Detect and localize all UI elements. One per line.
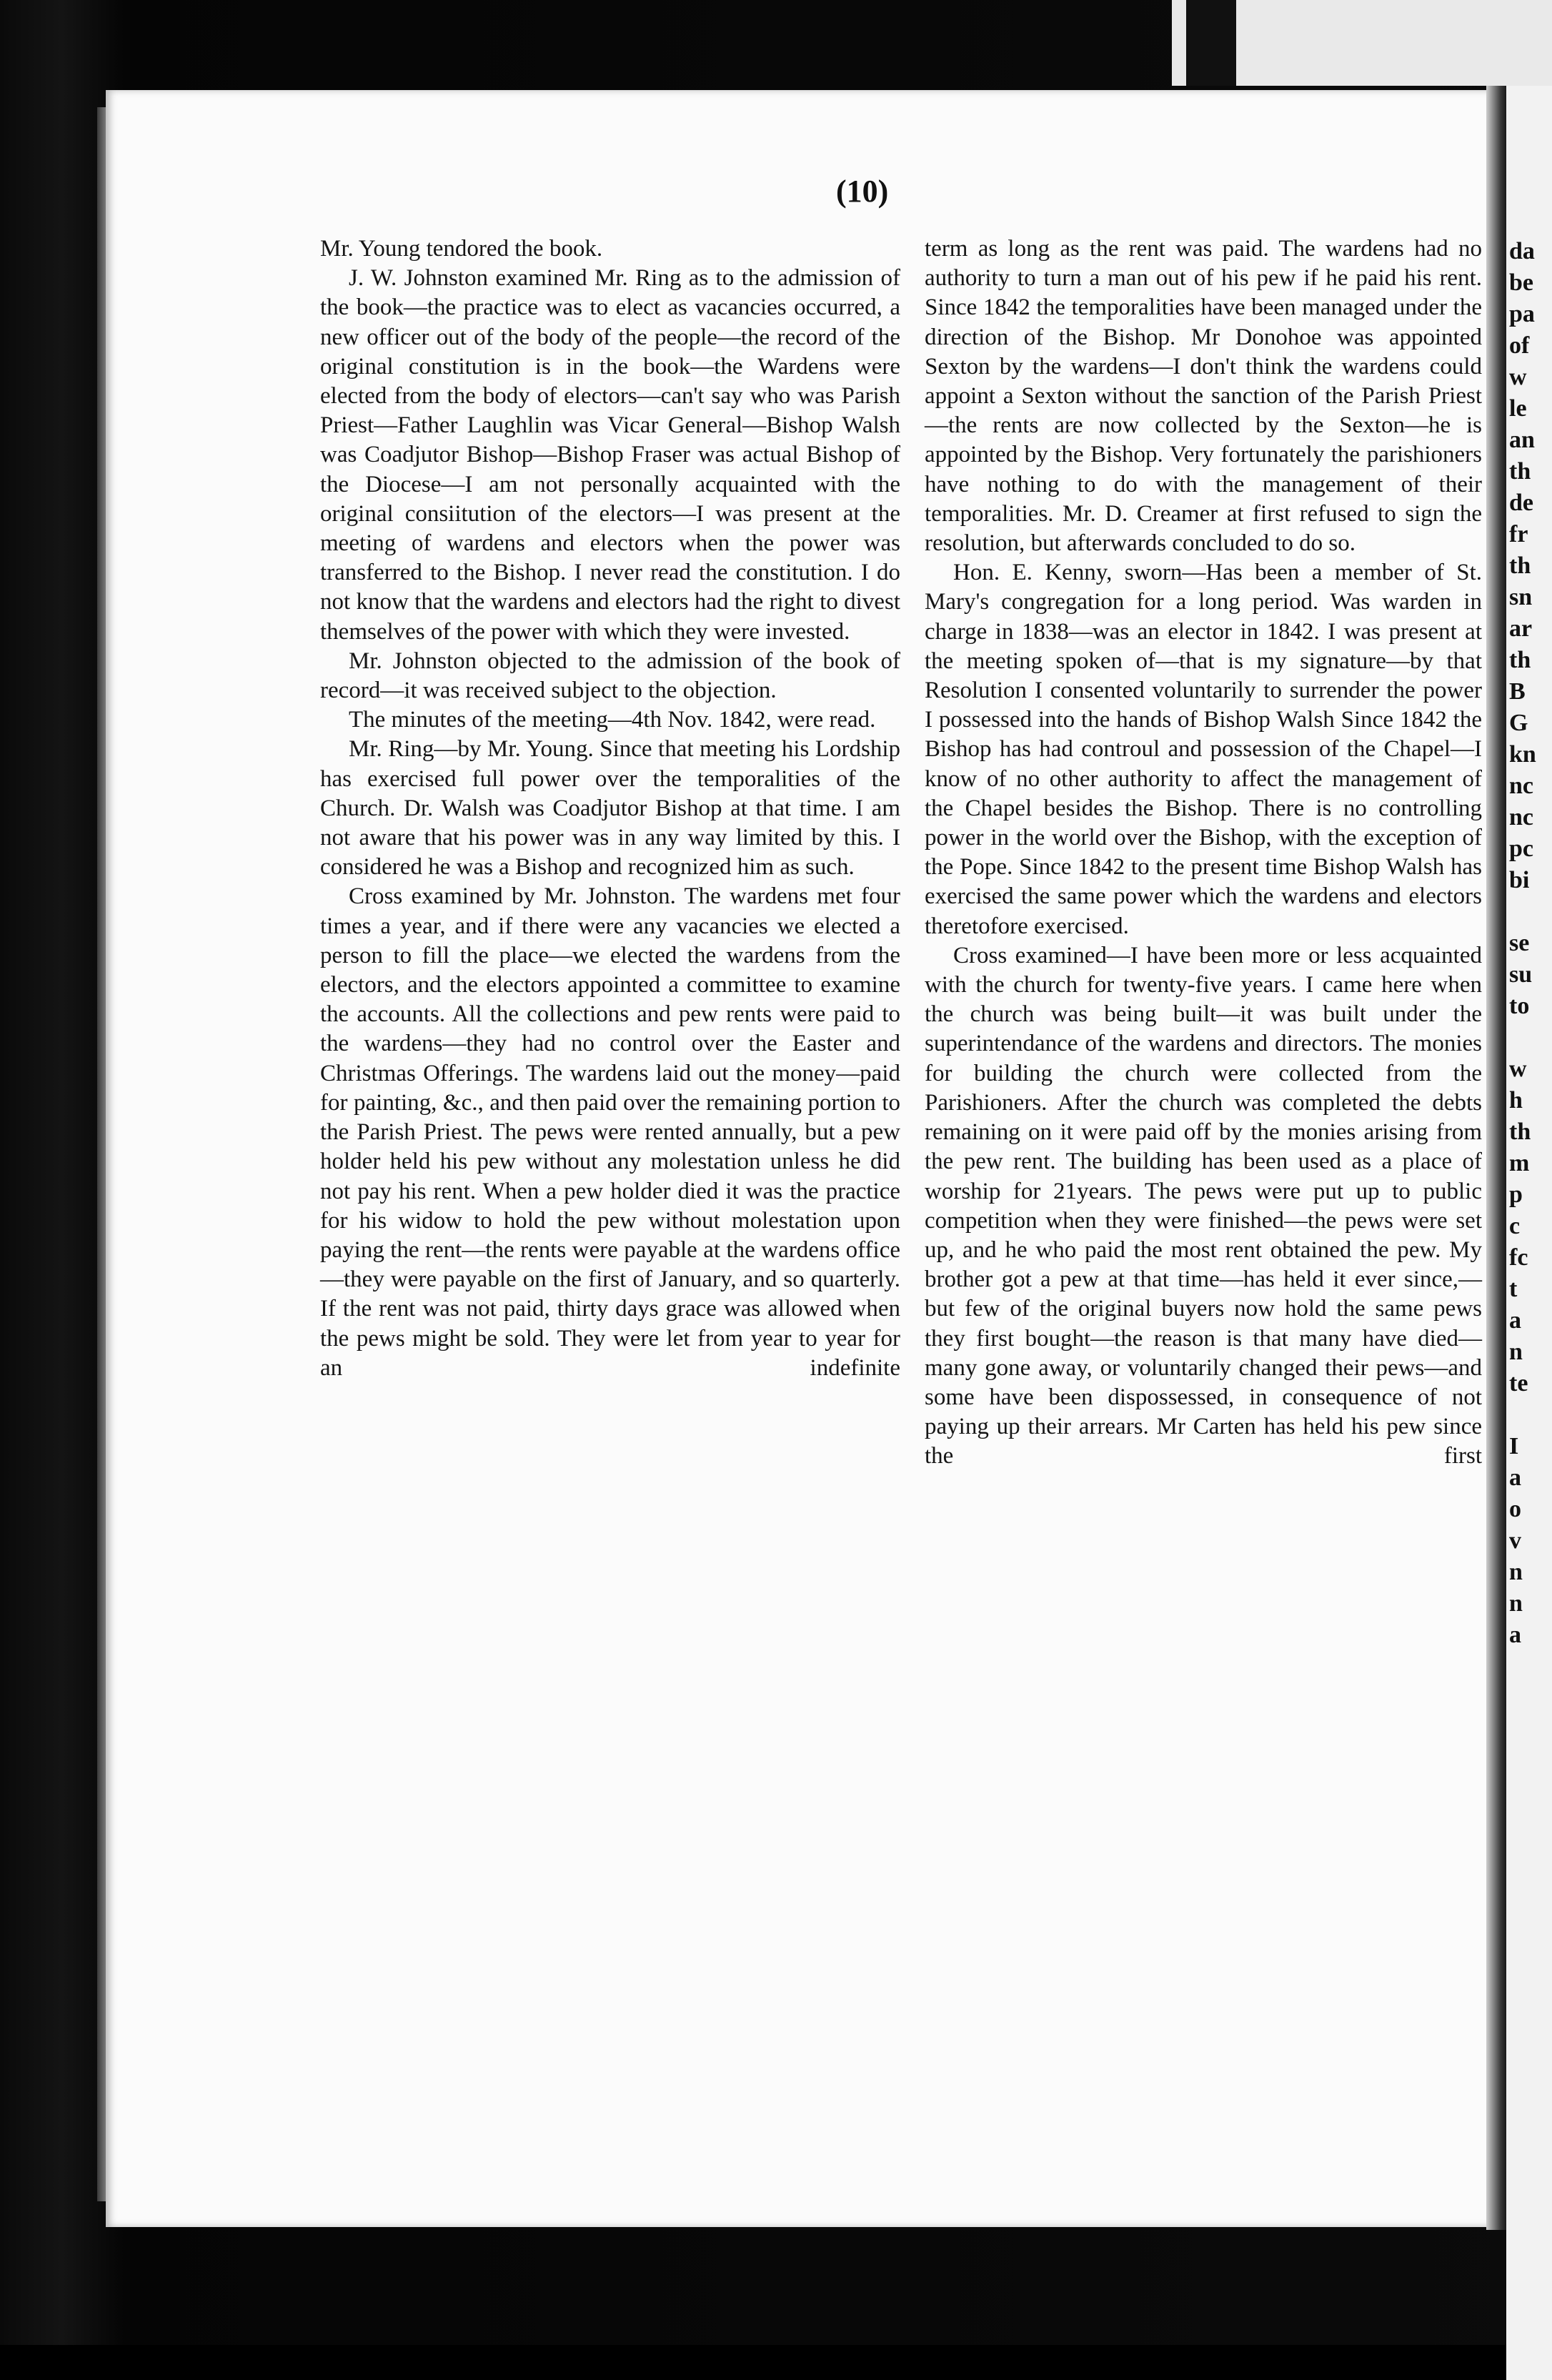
next-page-fragment: th	[1509, 458, 1531, 485]
next-page-fragment	[1506, 1022, 1552, 1053]
paragraph: Mr. Johnston objected to the admission of the book of record—it was received subject to the objection.	[320, 648, 900, 704]
paragraph: Cross examined by Mr. Johnston. The wardens met four times a year, and if there were any vacancies we elected a person to fill the place—we elected the wardens from the electors, and the electors appointed a committee to examine the accounts. All the collections and pew rents were paid to the wardens—they had no control over the Easter and Christmas Offerings. The wardens laid out the money—paid for painting, &c., and then paid over the remaining portion to the Parish Priest. The pews were rented annually, but a pew holder held his pew without any molestation unless he did not pay his rent. When a pew holder died it was the practice for his widow to hold the pew without molestation upon paying the rent—the rents were payable at the wardens office—they were payable on the first of January, and so quarterly. If the rent was not paid, thirty days grace was allowed when the pews might be sold. They were let from year to year for an indefinite	[320, 883, 900, 1381]
next-page-fragment: n	[1509, 1339, 1523, 1365]
next-page-fragment: n	[1509, 1590, 1523, 1617]
next-page-fragment: se	[1509, 930, 1530, 956]
right-text-column	[925, 234, 1482, 1472]
paragraph: The minutes of the meeting—4th Nov. 1842, were read.	[349, 707, 876, 733]
next-page-fragment: w	[1509, 364, 1527, 390]
next-page-fragment: da	[1509, 238, 1535, 264]
next-page-fragment: c	[1509, 1213, 1521, 1239]
next-page-fragment: a	[1509, 1464, 1521, 1491]
next-page-fragment: te	[1509, 1370, 1528, 1397]
next-page-fragment: m	[1509, 1150, 1530, 1176]
next-page-fragment: t	[1509, 1276, 1518, 1302]
next-page-fragment: fr	[1509, 521, 1528, 547]
next-page-fragment: nc	[1509, 773, 1533, 799]
page-number: (10)	[836, 174, 889, 209]
next-page-fragment: w	[1509, 1056, 1527, 1082]
next-page-fragment: sn	[1509, 584, 1533, 610]
paragraph: Hon. E. Kenny, sworn—Has been a member of St. Mary's congregation for a long period. Was warden in charge in 1838—was an elector in 1842. I was present at the meeting spoken of—that is my signature—by that Resolution I consented voluntarily to surrender the power I possessed into the hands of Bishop Walsh Since 1842 the Bishop has had controul and possession of the Chapel—I know of no other authority to affect the management of the Chapel besides the Bishop. There is no controlling power in the world over the Bishop, with the exception of the Pope. Since 1842 to the present time Bishop Walsh has exercised the same power which the wardens and electors theretofore exercised.	[925, 560, 1482, 939]
next-page-fragment: n	[1509, 1559, 1523, 1585]
next-page-fragment: nc	[1509, 804, 1533, 830]
next-page-fragment: ar	[1509, 615, 1533, 642]
next-page-fragment: v	[1509, 1527, 1521, 1554]
paragraph: J. W. Johnston examined Mr. Ring as to the admission of the book—the practice was to elect as vacancies occurred, a new officer out of the body of the people—the record of the original constitution is in the book—the Wardens were elected from the body of electors—can't say who was Parish Priest—Father Laughlin was Vicar General—Bishop Walsh was Coadjutor Bishop—Bishop Fraser was actual Bishop of the Diocese—I am not personally acquainted with the original consiitution of the electors—I was present at the meeting of wardens and electors when the power was transferred to the Bishop. I never read the constitution. I do not know that the wardens and electors had the right to divest themselves of the power with which they were invested.	[320, 265, 900, 645]
next-page-fragment: le	[1509, 395, 1527, 422]
next-page-fragment: I	[1509, 1433, 1519, 1459]
next-page-fragment: a	[1509, 1307, 1521, 1334]
next-page-fragment	[1506, 896, 1552, 928]
next-page-fragment: kn	[1509, 741, 1536, 768]
next-page-fragment: pc	[1509, 836, 1533, 862]
next-page-fragment: th	[1509, 1119, 1531, 1145]
next-page-fragment: G	[1509, 710, 1528, 736]
next-page-fragment	[1506, 1399, 1552, 1431]
next-page-fragment: fc	[1509, 1244, 1528, 1271]
left-text-column	[320, 234, 900, 1383]
next-page-fragment: pa	[1509, 301, 1535, 327]
next-page-fragment: de	[1509, 490, 1533, 516]
paragraph: Mr. Ring—by Mr. Young. Since that meeting his Lordship has exercised full power over the temporalities of the Church. Dr. Walsh was Coadjutor Bishop at that time. I am not aware that his power was in any way limited by this. I considered he was a Bishop and recognized him as such.	[320, 736, 900, 881]
next-page-fragment: p	[1509, 1181, 1523, 1208]
paragraph: Mr. Young tendored the book.	[320, 236, 603, 262]
next-page-fragment: h	[1509, 1087, 1523, 1114]
next-page-fragment: to	[1509, 993, 1530, 1019]
top-right-shadow	[1186, 0, 1236, 86]
next-page-fragment: of	[1509, 332, 1530, 359]
next-page-fragment: be	[1509, 269, 1533, 296]
next-page-edge	[1506, 86, 1552, 2380]
next-page-fragment: su	[1509, 961, 1533, 988]
next-page-fragment: B	[1509, 678, 1526, 705]
next-page-fragment: a	[1509, 1622, 1521, 1648]
next-page-fragment: bi	[1509, 867, 1530, 893]
paragraph: term as long as the rent was paid. The wardens had no authority to turn a man out of his pew if he paid his rent. Since 1842 the temporalities have been managed under the direction of the Bishop. Mr Donohoe was appointed Sexton by the wardens—I don't think the wardens could appoint a Sexton without the sanction of the Parish Priest—the rents are now collected by the Sexton—he is appointed by the Bishop. Very fortunately the parishioners have nothing to do with the management of their temporalities. Mr. D. Creamer at first refused to sign the resolution, but afterwards concluded to do so.	[925, 236, 1482, 557]
next-page-fragment: o	[1509, 1496, 1521, 1522]
paragraph: Cross examined—I have been more or less acquainted with the church for twenty-five years. I came here when the church was being built—it was built under the superintendance of the wardens and directors. The monies for building the church were collected from the Parishioners. After the church was completed the debts remaining on it were paid off by the monies arising from the pew rent. The building has been used as a place of worship for 21years. The pews were put up to public competition when they were finished—the pews were set up, and he who paid the most rent obtained the pew. My brother got a pew at that time—has held it ever since,—but few of the original buyers now hold the same pews they first bought—the reason is that many have died—many gone away, or voluntarily changed their pews—and some have been dispossessed, in consequence of not paying up their arrears. Mr Carten has held his pew since the first	[925, 942, 1482, 1469]
next-page-fragment: th	[1509, 552, 1531, 579]
next-page-fragment: an	[1509, 427, 1535, 453]
next-page-fragment: th	[1509, 647, 1531, 673]
